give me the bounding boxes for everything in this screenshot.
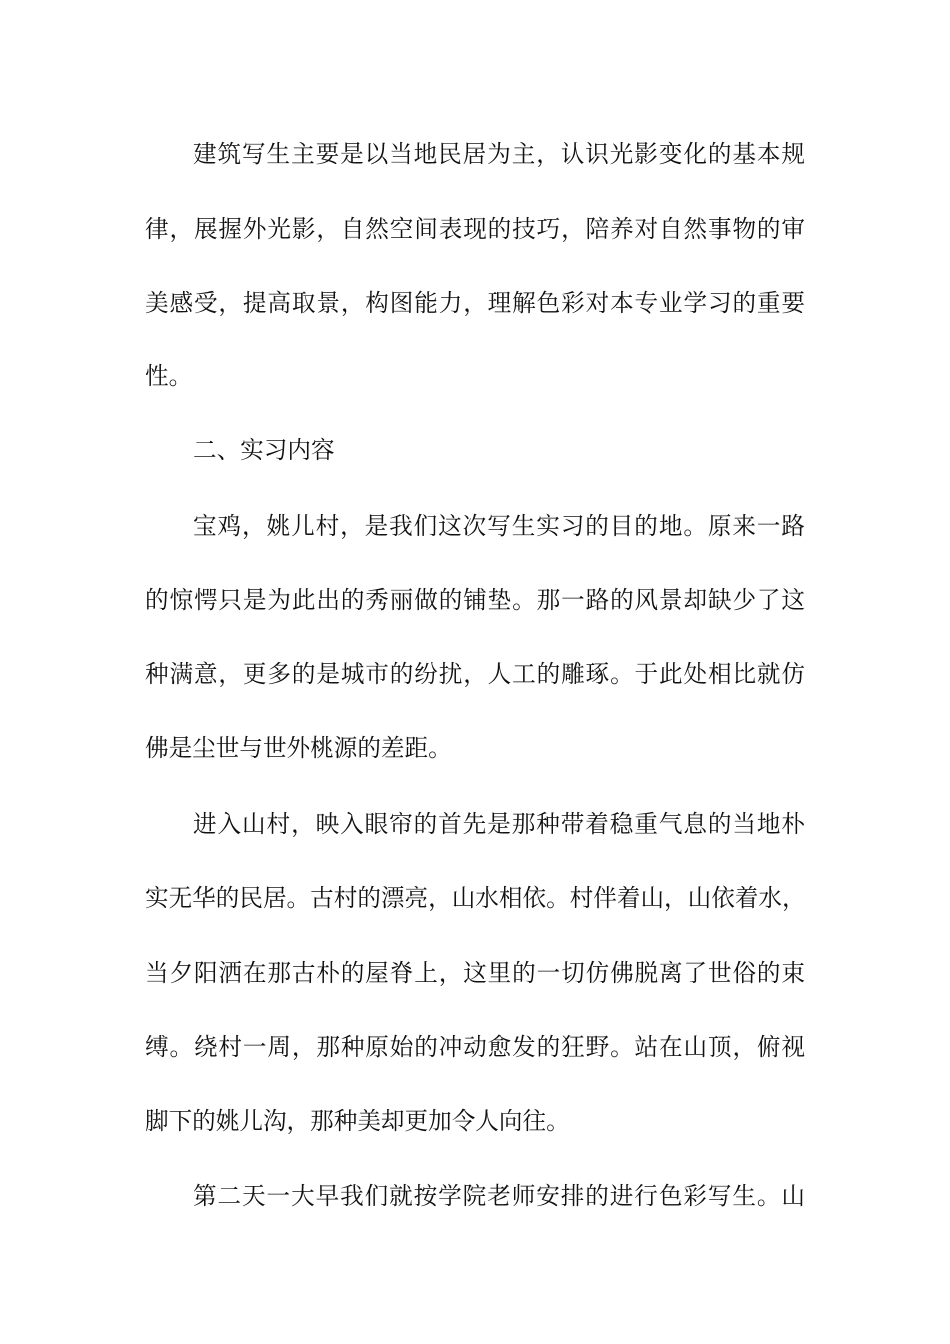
- paragraph-1-line-4: 性。: [145, 362, 193, 390]
- paragraph-2-line-4: 佛是尘世与世外桃源的差距。: [145, 734, 452, 762]
- paragraph-3-line-5: 脚下的姚儿沟，那种美却更加令人向往。: [145, 1107, 570, 1135]
- paragraph-1-line-3: 美感受，提高取景，构图能力，理解色彩对本专业学习的重要: [145, 289, 805, 317]
- paragraph-1-line-2: 律，展握外光影，自然空间表现的技巧，陪养对自然事物的审: [145, 215, 805, 243]
- paragraph-4-line-1: 第二天一大早我们就按学院老师安排的进行色彩写生。山: [193, 1182, 805, 1210]
- paragraph-3-line-4: 缚。绕村一周，那种原始的冲动愈发的狂野。站在山顶，俯视: [145, 1033, 805, 1061]
- paragraph-3-line-3: 当夕阳洒在那古朴的屋脊上，这里的一切仿佛脱离了世俗的束: [145, 959, 805, 987]
- section-heading: 二、实习内容: [193, 436, 335, 464]
- paragraph-3-line-1: 进入山村，映入眼帘的首先是那种带着稳重气息的当地朴: [193, 810, 805, 838]
- paragraph-2-line-2: 的惊愕只是为此出的秀丽做的铺垫。那一路的风景却缺少了这: [145, 586, 805, 614]
- paragraph-1-line-1: 建筑写生主要是以当地民居为主，认识光影变化的基本规: [193, 140, 805, 168]
- paragraph-2-line-3: 种满意，更多的是城市的纷扰，人工的雕琢。于此处相比就仿: [145, 660, 805, 688]
- paragraph-2-line-1: 宝鸡，姚儿村，是我们这次写生实习的目的地。原来一路: [193, 512, 805, 540]
- paragraph-3-line-2: 实无华的民居。古村的漂亮，山水相依。村伴着山，山依着水，: [145, 884, 806, 912]
